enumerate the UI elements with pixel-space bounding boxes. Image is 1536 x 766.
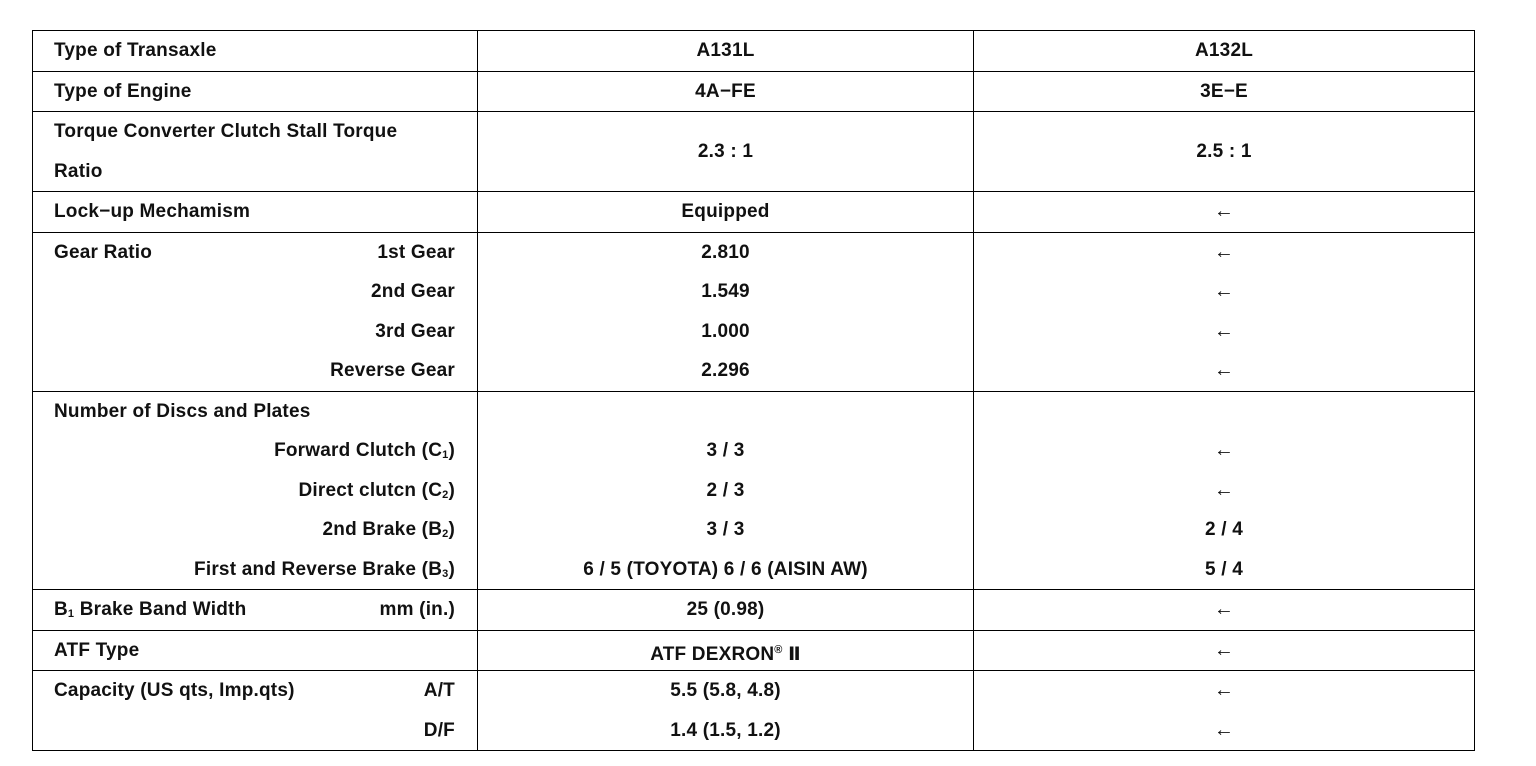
gear-name: 2nd Gear — [371, 281, 455, 302]
a131l-atf-cell — [478, 630, 974, 671]
atf-label-cell — [33, 630, 478, 671]
capacity-part: D/F — [423, 719, 455, 741]
a131l-lockup: Equipped — [681, 201, 770, 222]
a131l-brake-band: 25 (0.98) — [686, 599, 765, 620]
same-as-left-arrow: ← — [1213, 359, 1235, 381]
same-as-left-arrow: ← — [1213, 439, 1235, 461]
disc-value: 2 / 3 — [706, 479, 745, 501]
brake-band-unit: mm (in.) — [379, 599, 455, 620]
a132l-stall-ratio: 2.5 : 1 — [974, 112, 1475, 192]
disc-value: 3 / 3 — [706, 440, 745, 461]
capacity-label: Capacity (US qts, Imp.qts) — [54, 680, 295, 701]
table-row-lockup — [33, 192, 1475, 233]
same-as-left-arrow: ← — [1213, 638, 1235, 661]
table-row-engine-type — [33, 71, 1475, 112]
gear-name: Reverse Gear — [330, 360, 455, 381]
a131l-engine-cell — [478, 71, 974, 112]
capacity-part: A/T — [423, 680, 455, 701]
a131l-lockup-cell — [478, 192, 974, 233]
a131l-atf-type: ATF DEXRON® Ⅱ — [650, 643, 801, 665]
a131l-brake-band-cell — [478, 590, 974, 631]
gear-ratio-label-cell — [33, 232, 478, 391]
a131l-engine: 4A−FE — [695, 80, 756, 102]
disc-value: 6 / 5 (TOYOTA) 6 / 6 (AISIN AW) — [583, 558, 868, 580]
a132l-lockup-cell — [974, 192, 1475, 233]
stall-ratio-label-cell — [33, 112, 478, 192]
a132l-header: A132L — [1194, 40, 1254, 61]
transaxle-type-label-cell — [33, 31, 478, 72]
engine-type-label: Type of Engine — [54, 80, 192, 102]
same-as-left-arrow: ← — [1213, 598, 1235, 620]
discs-plates-label: Number of Discs and Plates — [54, 400, 311, 422]
a131l-capacity-values — [478, 671, 974, 751]
same-as-left-arrow: ← — [1213, 240, 1235, 263]
a131l-gear-ratio-values — [478, 232, 974, 391]
table-row-transaxle-type — [33, 31, 1475, 72]
capacity-value: 5.5 (5.8, 4.8) — [670, 680, 781, 701]
gear-ratio-value: 1.549 — [701, 281, 750, 302]
brake-band-label-cell — [33, 590, 478, 631]
gear-ratio-line — [33, 233, 477, 273]
capacity-line — [33, 671, 477, 711]
disc-value: 5 / 4 — [1205, 558, 1243, 580]
gear-name: 3rd Gear — [375, 320, 455, 342]
gear-name: 1st Gear — [377, 241, 455, 263]
a132l-engine: 3E−E — [1200, 80, 1248, 102]
brake-band-line — [33, 590, 477, 630]
stall-ratio-label-line1: Torque Converter Clutch Stall Torque — [54, 121, 398, 142]
a132l-engine-cell — [974, 71, 1475, 112]
atf-type-label: ATF Type — [54, 639, 140, 661]
disc-item-2nd-brake: 2nd Brake $(B_2)$ — [322, 519, 455, 540]
table-row-atf-type — [33, 630, 1475, 671]
same-as-left-arrow: ← — [1213, 319, 1235, 342]
table-row-discs-plates — [33, 391, 1475, 590]
disc-item-direct-clutch: Direct clutcn $(C_2)$ — [298, 479, 455, 501]
same-as-left-arrow: ← — [1213, 280, 1235, 302]
disc-item-forward-clutch: Forward Clutch $(C_1)$ — [274, 440, 455, 461]
gear-ratio-value: 2.296 — [701, 360, 750, 381]
table-row-gear-ratio — [33, 232, 1475, 391]
a131l-header-cell — [478, 31, 974, 72]
a132l-discs-values — [974, 391, 1475, 590]
disc-item-first-reverse-brake: First and Reverse Brake $(B_3)$ — [194, 558, 455, 580]
gear-ratio-value: 1.000 — [701, 320, 750, 342]
same-as-left-arrow: ← — [1213, 718, 1235, 741]
lockup-label-cell — [33, 192, 478, 233]
a132l-brake-band-cell — [974, 590, 1475, 631]
same-as-left-arrow: ← — [1213, 679, 1235, 701]
transaxle-spec-table — [32, 30, 1475, 751]
table-row-capacity — [33, 671, 1475, 751]
brake-band-label: $B_1$ Brake Band Width — [54, 599, 247, 620]
disc-value: 2 / 4 — [1205, 519, 1243, 540]
gear-ratio-value: 2.810 — [701, 241, 750, 263]
same-as-left-arrow: ← — [1213, 478, 1235, 501]
capacity-value: 1.4 (1.5, 1.2) — [670, 719, 781, 741]
a132l-atf-cell — [974, 630, 1475, 671]
a132l-gear-ratio-values — [974, 232, 1475, 391]
a131l-header: A131L — [696, 40, 755, 61]
gear-ratio-label: Gear Ratio — [54, 241, 153, 263]
capacity-label-cell — [33, 671, 478, 751]
disc-value: 3 / 3 — [706, 519, 745, 540]
table-row-brake-band — [33, 590, 1475, 631]
transaxle-type-label: Type of Transaxle — [54, 40, 217, 61]
engine-type-label-cell — [33, 71, 478, 112]
a131l-stall-ratio: 2.3 : 1 — [478, 112, 974, 192]
a132l-header-cell — [974, 31, 1475, 72]
a132l-capacity-values — [974, 671, 1475, 751]
lockup-label: Lock−up Mechamism — [54, 201, 251, 222]
same-as-left-arrow: ← — [1213, 200, 1235, 222]
stall-ratio-label-line2: Ratio — [54, 160, 103, 182]
discs-label-cell — [33, 391, 478, 590]
a131l-discs-values — [478, 391, 974, 590]
table-row-stall-ratio — [33, 112, 1475, 192]
